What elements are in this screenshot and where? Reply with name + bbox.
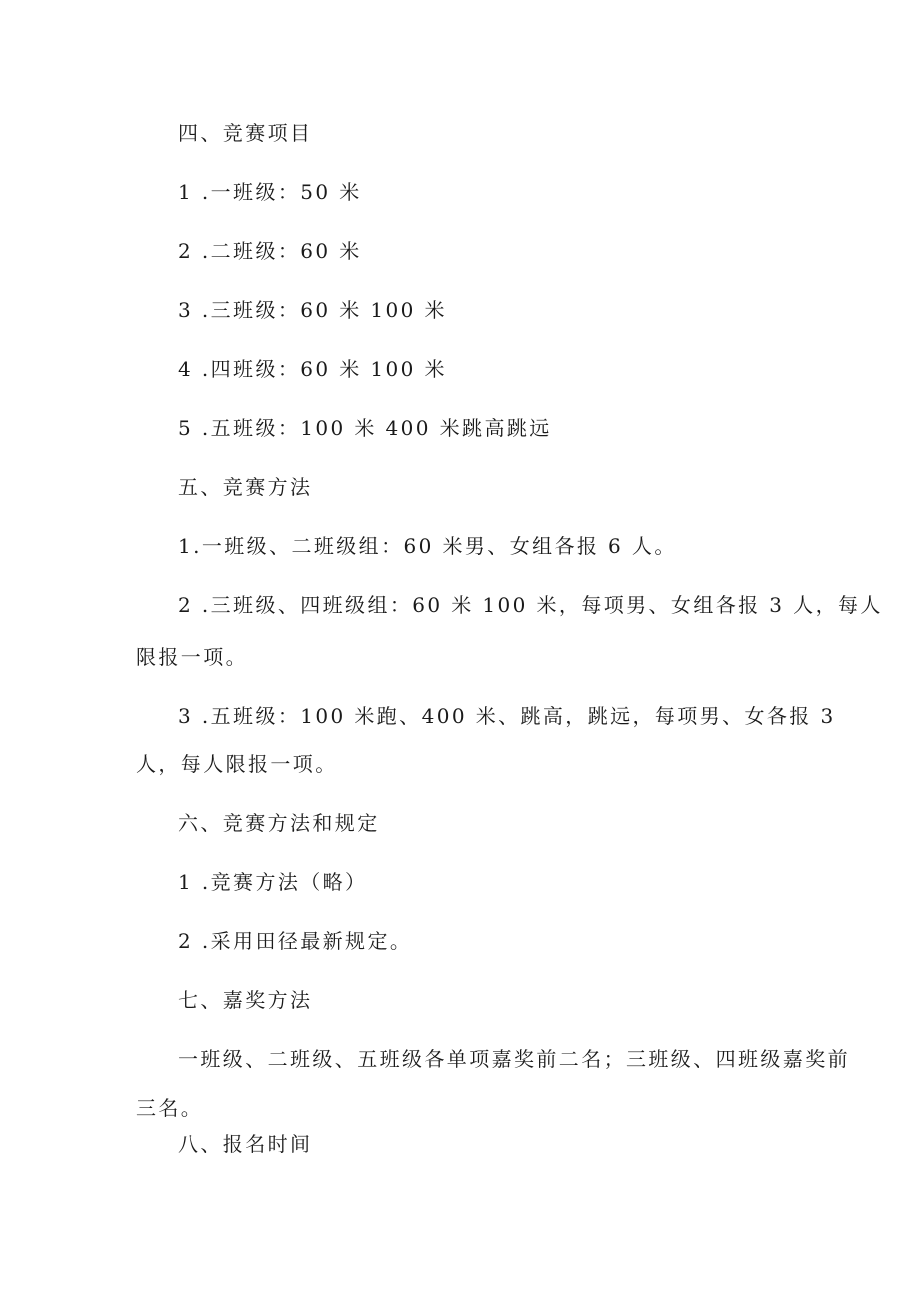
list-item-continuation: 限报一项。 <box>136 645 248 669</box>
section-heading-competition-events: 四、竞赛项目 <box>178 121 313 145</box>
paragraph-text: 一班级、二班级、五班级各单项嘉奖前二名；三班级、四班级嘉奖前 <box>178 1047 850 1071</box>
list-item: 5 .五班级：100 米 400 米跳高跳远 <box>178 416 552 440</box>
list-item-continuation: 人，每人限报一项。 <box>136 752 338 776</box>
section-heading-method-and-rules: 六、竞赛方法和规定 <box>178 811 380 835</box>
section-heading-competition-method: 五、竞赛方法 <box>178 475 313 499</box>
list-item: 3 .五班级：100 米跑、400 米、跳高，跳远，每项男、女各报 3 <box>178 704 836 728</box>
list-item: 2 .三班级、四班级组：60 米 100 米，每项男、女组各报 3 人，每人 <box>178 593 883 617</box>
list-item: 2 .采用田径最新规定。 <box>178 929 413 953</box>
list-item: 3 .三班级：60 米 100 米 <box>178 298 447 322</box>
section-heading-registration-time: 八、报名时间 <box>178 1132 313 1156</box>
list-item: 1.一班级、二班级组：60 米男、女组各报 6 人。 <box>178 534 677 558</box>
section-heading-awards: 七、嘉奖方法 <box>178 988 313 1012</box>
paragraph-continuation: 三名。 <box>136 1096 204 1120</box>
list-item: 1 .一班级：50 米 <box>178 180 362 204</box>
list-item: 1 .竞赛方法（略） <box>178 870 368 894</box>
list-item: 2 .二班级：60 米 <box>178 239 362 263</box>
list-item: 4 .四班级：60 米 100 米 <box>178 357 447 381</box>
